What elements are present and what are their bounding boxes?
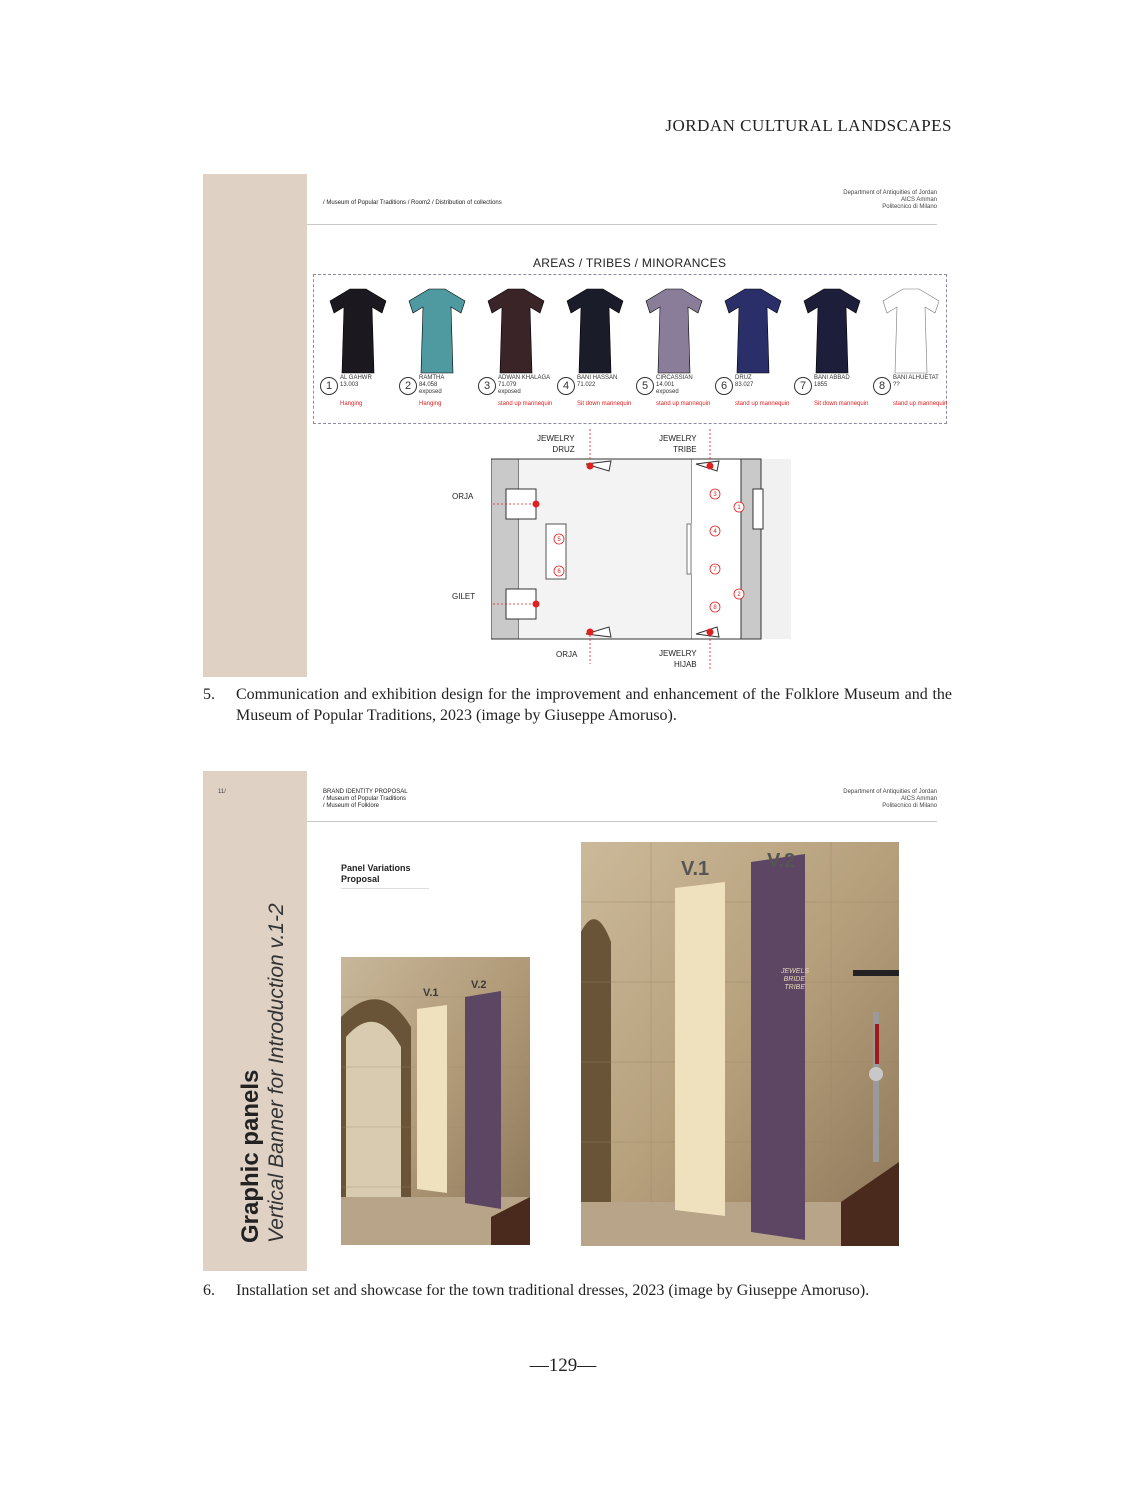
dress-item [399,275,477,421]
dress-name [419,375,479,396]
brand-line: BRAND IDENTITY PROPOSAL [323,789,408,795]
dress-text-line: 14.001 [656,382,675,388]
v1-label-small: V.1 [423,987,439,999]
brand-line: / Museum of Popular Traditions [323,796,407,802]
plan-label-line: JEWELRY [659,434,697,443]
dress-name [656,375,716,396]
dress-collection-box [313,274,947,424]
dress-image [881,283,941,375]
vertical-title [237,903,289,1243]
dress-number: 8 [873,377,891,395]
dress-item [715,275,793,421]
plan-number-text: 7 [713,567,717,573]
department-line: Department of Antiquities of Jordan [843,789,937,795]
dress-display-type: stand up mannequin [735,401,790,407]
dress-name [498,375,558,396]
page-folio: —129— [529,1355,597,1376]
installation-photo-small [341,957,530,1245]
label-jewelry-hijab [659,648,697,670]
caption-5-number: 5. [203,686,215,703]
plan-number-text: 3 [713,492,717,498]
panel-variations-title [341,863,411,885]
dress-image [486,283,546,375]
dress-item [320,275,398,421]
plan-number-text: 5 [557,537,561,543]
dress-display-type: stand up mannequin [656,401,711,407]
dress-name [814,375,874,389]
areas-title: AREAS / TRIBES / MINORANCES [533,256,727,270]
dress-number: 3 [478,377,496,395]
running-header: JORDAN CULTURAL LANDSCAPES [665,116,952,135]
dress-number: 2 [399,377,417,395]
v2-label-small: V.2 [471,979,487,991]
caption-6-number: 6. [203,1282,215,1299]
department-line: AICS Amman [900,796,937,802]
department-block [843,789,937,810]
dress-text-line: ?? [893,382,900,388]
dress-text-line: 71.079 [498,382,517,388]
panel-word: BRIDE [783,976,805,983]
vertical-title-sub: Vertical Banner for Introduction v.1-2 [265,903,288,1243]
dress-number: 4 [557,377,575,395]
figure-6 [203,771,949,1271]
v2-panel-words [781,968,810,992]
dress-name [735,375,795,389]
label-orja-left: ORJA [452,492,474,501]
v2-label-large: V.2 [767,850,796,872]
side-band [203,174,307,677]
dress-item [794,275,872,421]
plan-label-line: DRUZ [552,445,575,454]
panel-title-line: Proposal [341,874,380,884]
plan-label-line: TRIBE [673,445,697,454]
dress-item [873,275,951,421]
v1-label-large: V.1 [681,858,710,880]
dress-text-line: exposed [656,389,679,395]
vertical-title-main: Graphic panels [237,1069,264,1243]
dress-text-line: 13.003 [340,382,359,388]
dress-image [723,283,783,375]
department-line: Politecnico di Milano [882,803,937,809]
dress-text-line: CIRCASSIAN [656,375,693,381]
title-underline [341,888,429,889]
dress-text-line: BANI ALHUETAT [893,375,939,381]
dress-text-line: exposed [419,389,442,395]
dress-item [478,275,556,421]
plan-label-line: HIJAB [673,660,697,669]
plan-number-text: 8 [713,605,717,611]
brand-line: / Museum of Folklore [323,803,380,809]
installation-photo-large [581,842,899,1246]
dress-display-type: Hanging [419,401,442,407]
dress-image [802,283,862,375]
dress-text-line: 83.027 [735,382,754,388]
dress-image [565,283,625,375]
caption-6-text: Installation set and showcase for the town traditional dresses, 2023 (image by Giuseppe Amoruso). [236,1282,870,1299]
brand-block [323,789,408,810]
header-rule [307,821,937,822]
dress-display-type: stand up mannequin [893,401,948,407]
dress-name [893,375,953,389]
plan-number-text: 1 [737,505,741,511]
dress-text-line: exposed [498,389,521,395]
label-jewelry-druz [537,433,575,455]
caption-5-text: Communication and exhibition design for the improvement and enhancement of the Folklore Museum and the Museum of Popular Traditions, 2023 (image by Giuseppe Amoruso). [236,686,952,724]
panel-word: TRIBE [784,984,805,991]
label-jewelry-tribe [659,433,697,455]
department-line: Politecnico di Milano [882,204,937,210]
dress-item [557,275,635,421]
department-block [843,190,937,211]
dress-text-line: BANI HASSAN [577,375,618,381]
dress-display-type: Sit down mannequin [814,401,869,407]
department-line: AICS Amman [900,197,937,203]
dress-display-type: Sit down mannequin [577,401,632,407]
breadcrumb: / Museum of Popular Traditions / Room2 / Distribution of collections [323,200,502,206]
dress-image [644,283,704,375]
dress-number: 6 [715,377,733,395]
dress-text-line: AL GAHWR [340,375,372,381]
figure-5 [203,174,949,677]
header-rule [307,224,937,225]
label-gilet: GILET [452,592,476,601]
department-line: Department of Antiquities of Jordan [843,190,937,196]
dress-image [328,283,388,375]
dress-image [407,283,467,375]
dress-number: 5 [636,377,654,395]
plan-number-text: 2 [737,592,741,598]
dress-number: 7 [794,377,812,395]
panel-title-line: Panel Variations [341,863,411,873]
panel-word: JEWELS [781,968,810,975]
plan-label-line: JEWELRY [659,649,697,658]
dress-text-line: ADWAN KHALAGA [498,375,551,381]
dress-display-type: stand up mannequin [498,401,553,407]
plan-number-text: 6 [557,569,561,575]
dress-text-line: 71.022 [577,382,596,388]
floor-plan [491,429,791,669]
plan-number-text: 4 [713,529,717,535]
dress-number: 1 [320,377,338,395]
dress-item [636,275,714,421]
dress-text-line: DRUZ [735,375,752,381]
plan-label-line: JEWELRY [537,434,575,443]
dress-text-line: 1855 [814,382,828,388]
dress-name [577,375,637,389]
dress-name [340,375,400,389]
page-number: 11/ [218,789,226,795]
dress-text-line: BANI ABBAD [814,375,850,381]
dress-display-type: Hanging [340,401,363,407]
dress-text-line: RAMTHA [419,375,445,381]
label-orja-bottom: ORJA [556,650,578,659]
dress-text-line: 84.058 [419,382,438,388]
